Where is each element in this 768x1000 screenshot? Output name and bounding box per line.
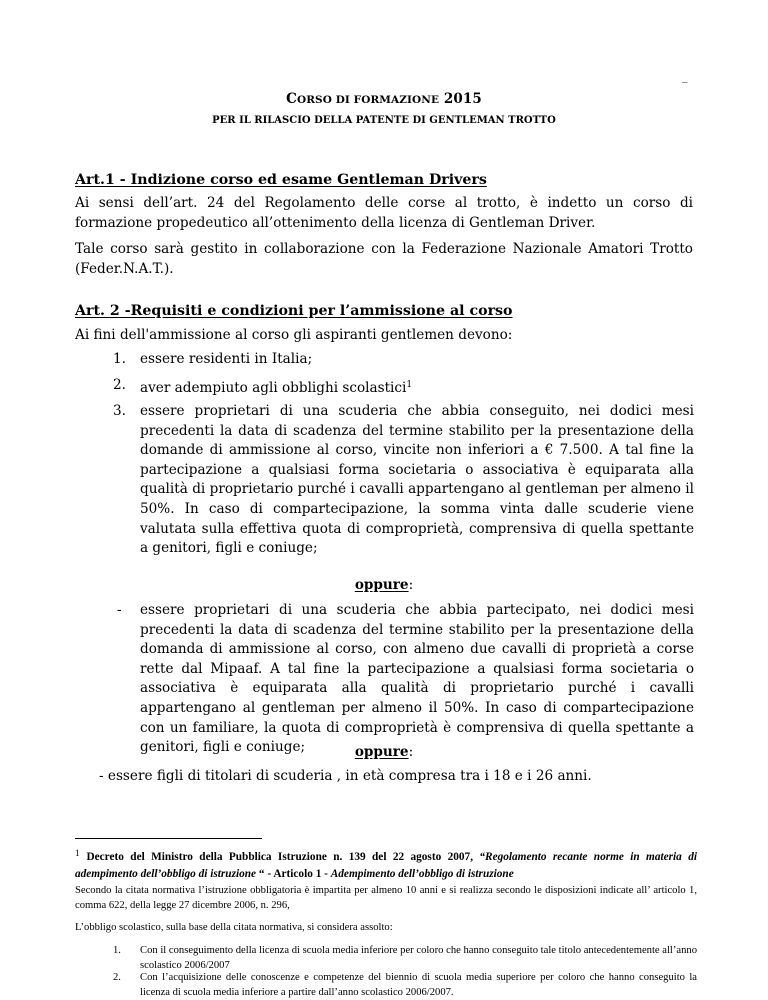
- footnote-paragraph-2: L’obbligo scolastico, sulla base della citata normativa, si considera assolto:: [75, 922, 393, 933]
- alternative-requirement-text: essere proprietari di una scuderia che abbia partecipato, nei dodici mesi precedenti la data di scadenza del termine stabilito per la presentazione della domanda di ammissione al corso, con almeno due cavalli di proprietà a corse rette dal Mipaaf. A tal fine la partecipazione a qualsiasi forma societaria o associativa è equiparata alla qualità di proprietario purché i cavalli appartengano al gentleman per almeno il 50%. In caso di compartecipazione con un familiare, la quota di comproprietà è comprensiva di quella spettante a genitori, figli e coniuge;: [140, 602, 694, 756]
- oppure-colon: :: [408, 744, 414, 760]
- footnote-item-text: Con l’acquisizione delle conoscenze e competenze del biennio di scuola media superiore per coloro che hanno conseguito la licenza di scuola media inferiore a partire dall’anno scolastico 2006/2007.: [140, 972, 697, 998]
- title-year: 2015: [443, 91, 482, 107]
- oppure-separator-1: [0, 577, 768, 593]
- requirement-item-2: [113, 376, 694, 399]
- footnote-decree: Decreto del Ministro della Pubblica Istruzione n. 139 del 22 agosto 2007,: [86, 851, 480, 863]
- requirement-children: - essere figli di titolari di scuderia , in età compresa tra i 18 e i 26 anni.: [99, 768, 592, 784]
- requirement-item-1: [113, 350, 694, 370]
- requirement-number: 1.: [113, 351, 126, 367]
- footnote-separator: [75, 838, 262, 839]
- footnote-mark: 1: [75, 848, 80, 858]
- title-prefix-small: ORSO DI FORMAZIONE: [296, 94, 440, 106]
- footnote-item-number: 1.: [113, 945, 121, 956]
- dash-marker: -: [117, 602, 122, 618]
- requirement-text: essere proprietari di una scuderia che abbia conseguito, nei dodici mesi precedenti la data di scadenza del termine stabilito per la presentazione della domande di ammissione al corso, vincite non inferiori a € 7.500. A tal fine la partecipazione a qualsiasi forma societaria o associativa è equiparata alla qualità di proprietario purché i cavalli appartengano al gentleman per almeno il 50%. In caso di compartecipazione, la somma vinta dalle scuderie viene valutata sulla effettiva quota di comproprietà, comprensiva di quella spettante a genitori, figli e coniuge;: [140, 403, 694, 557]
- requirement-text: essere residenti in Italia;: [140, 351, 313, 367]
- title-prefix-big: C: [286, 91, 297, 107]
- footnote-decree-title: “Regolamento recante norme in materia di adempimento dell’obbligo di istruzione: [75, 851, 697, 880]
- footnote-heading: [75, 845, 697, 883]
- alternative-requirement: [117, 601, 694, 758]
- art2-intro: Ai fini dell'ammissione al corso gli aspiranti gentlemen devono:: [75, 327, 513, 343]
- footnote-paragraph-1: Secondo la citata normativa l’istruzione obbligatoria è impartita per almeno 10 anni e si realizza secondo le disposizioni indicate all’ articolo 1, comma 622, della legge 27 dicembre 2006, n. 296,: [75, 885, 697, 911]
- requirement-item-3: [113, 402, 694, 559]
- document-subtitle: PER IL RILASCIO DELLA PATENTE DI GENTLEMAN TROTTO: [212, 115, 556, 126]
- document-title: [0, 91, 768, 107]
- footnote-item-2: [113, 970, 697, 1000]
- footnote-reference[interactable]: 1: [406, 380, 413, 390]
- oppure-separator-2: [0, 744, 768, 760]
- footnote-item-1: [113, 943, 697, 973]
- art1-heading: Art.1 - Indizione corso ed esame Gentleman Drivers: [75, 172, 487, 188]
- art1-paragraph-2: Tale corso sarà gestito in collaborazione con la Federazione Nazionale Amatori Trotto (Feder.N.A.T.).: [75, 241, 693, 277]
- requirement-text-wrap: [140, 376, 694, 399]
- oppure-colon: :: [408, 577, 414, 593]
- footnote-article: “ - Articolo 1 -: [258, 868, 331, 880]
- corner-mark: _: [682, 70, 688, 83]
- footnote-item-number: 2.: [113, 972, 121, 983]
- requirement-number: 2.: [113, 377, 126, 393]
- oppure-word: oppure: [354, 744, 409, 760]
- footnote-item-text: Con il conseguimento della licenza di scuola media inferiore per coloro che hanno conseguito tale titolo antecedentemente all’anno scolastico 2006/2007: [140, 945, 697, 971]
- requirement-text: aver adempiuto agli obblighi scolastici: [140, 380, 407, 396]
- art2-heading: Art. 2 -Requisiti e condizioni per l’ammissione al corso: [75, 303, 513, 319]
- oppure-word: oppure: [354, 577, 409, 593]
- footnote-article-title: Adempimento dell’obbligo di istruzione: [330, 868, 514, 880]
- art1-paragraph-1: Ai sensi dell’art. 24 del Regolamento delle corse al trotto, è indetto un corso di formazione propedeutico all’ottenimento della licenza di Gentleman Driver.: [75, 195, 693, 231]
- requirement-number: 3.: [113, 403, 126, 419]
